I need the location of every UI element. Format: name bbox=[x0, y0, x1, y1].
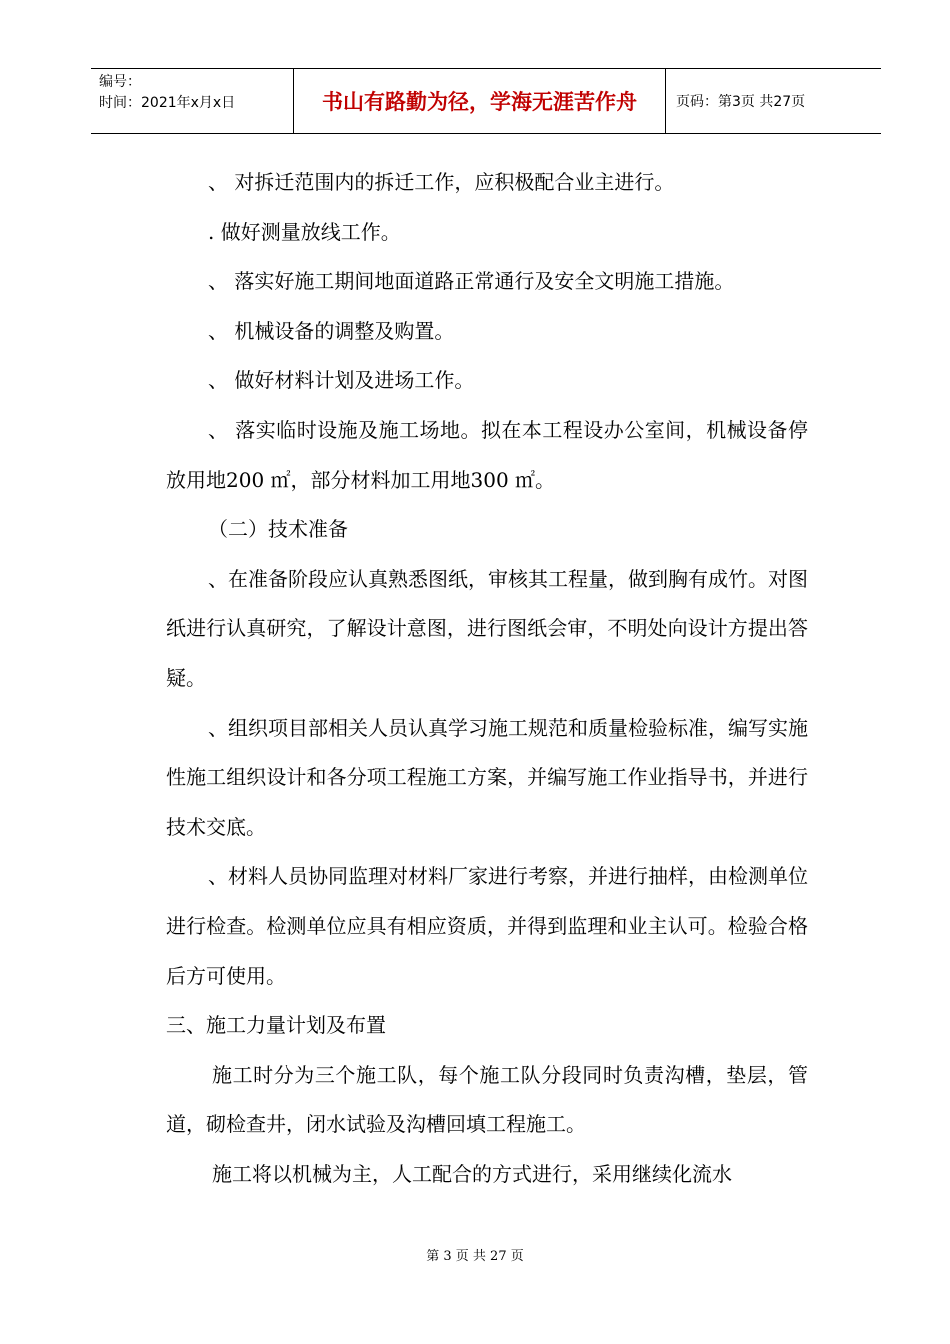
paragraph: 、在准备阶段应认真熟悉图纸，审核其工程量，做到胸有成竹。对图纸进行认真研究，了解设计意图，进行图纸会审，不明处向设计方提出答疑。 bbox=[166, 566, 808, 690]
section-heading: 三、施工力量计划及布置 bbox=[166, 1013, 386, 1038]
number-label: 编号： bbox=[99, 74, 141, 90]
time-line: 时间：2021年x月x日 bbox=[99, 95, 236, 111]
section-heading: （二）技术准备 bbox=[208, 517, 348, 542]
page-footer: 第 3 页 共 27 页 bbox=[426, 1249, 524, 1264]
paragraph: . 做好测量放线工作。 bbox=[208, 219, 401, 244]
paragraph: 、材料人员协同监理对材料厂家进行考察，并进行抽样，由检测单位进行检查。检测单位应具有相应资质，并得到监理和业主认可。检验合格后方可使用。 bbox=[166, 864, 808, 988]
header-page-info: 页码：第3页 共27页 bbox=[676, 94, 806, 110]
header-meta bbox=[91, 69, 293, 133]
paragraph: 、组织项目部相关人员认真学习施工规范和质量检验标准，编写实施性施工组织设计和各分项工程施工方案，并编写施工作业指导书，并进行技术交底。 bbox=[166, 715, 808, 839]
paragraph: 、 机械设备的调整及购置。 bbox=[208, 318, 455, 343]
paragraph: 施工将以机械为主，人工配合的方式进行，采用继续化流水 bbox=[212, 1161, 732, 1186]
paragraph: 施工时分为三个施工队，每个施工队分段同时负责沟槽，垫层，管道，砌检查井，闭水试验及沟槽回填工程施工。 bbox=[166, 1062, 808, 1137]
document-header bbox=[91, 68, 881, 134]
header-motto: 书山有路勤为径，学海无涯苦作舟 bbox=[293, 69, 666, 133]
paragraph: 、 做好材料计划及进场工作。 bbox=[208, 368, 475, 393]
paragraph: 、 落实好施工期间地面道路正常通行及安全文明施工措施。 bbox=[208, 269, 735, 294]
paragraph: 、 对拆迁范围内的拆迁工作，应积极配合业主进行。 bbox=[208, 170, 675, 194]
document-body bbox=[166, 158, 808, 1199]
paragraph: 、 落实临时设施及施工场地。拟在本工程设办公室间，机械设备停放用地200 ㎡，部分材料加工用地300 ㎡。 bbox=[166, 417, 808, 492]
